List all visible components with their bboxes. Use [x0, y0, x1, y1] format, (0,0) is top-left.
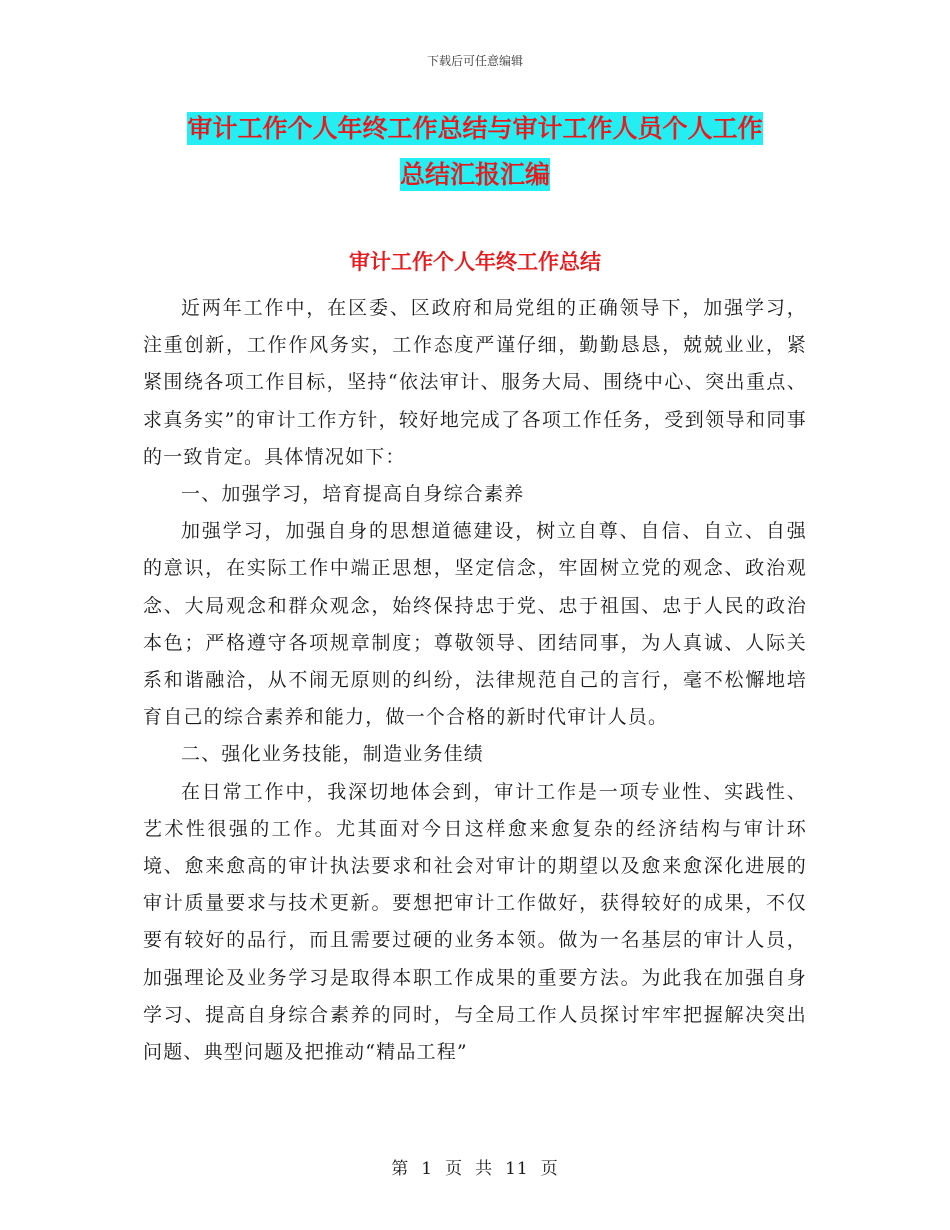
- section-title: 审计工作个人年终工作总结: [349, 250, 601, 274]
- footer-total-pages: 11: [505, 1159, 529, 1179]
- heading-section-2: 二、强化业务技能，制造业务佳绩: [181, 743, 485, 766]
- paragraph-section-1: 加强学习，加强自身的思想道德建设，树立自尊、自信、自立、自强的意识，在实际工作中端正思想，坚定信念，牢固树立党的观念、政治观念、大局观念和群众观念，始终保持忠于党、忠于祖国、忠于人民的政治本色；严格遵守各项规章制度；尊敬领导、团结同事，为人真诚、人际关系和谐融洽，从不闹无原则的纠纷，法律规范自己的言行，毫不松懈地培育自己的综合素养和能力，做一个合格的新时代审计人员。: [143, 520, 807, 729]
- paragraph-section-2: 在日常工作中，我深切地体会到，审计工作是一项专业性、实践性、艺术性很强的工作。尤其面对今日这样愈来愈复杂的经济结构与审计环境、愈来愈高的审计执法要求和社会对审计的期望以及愈来愈深化进展的审计质量要求与技术更新。要想把审计工作做好，获得较好的成果，不仅要有较好的品行，而且需要过硬的业务本领。做为一名基层的审计人员，加强理论及业务学习是取得本职工作成果的重要方法。为此我在加强自身学习、提高自身综合素养的同时，与全局工作人员探讨牢牢把握解决突出问题、典型问题及把推动“精品工程”: [143, 780, 807, 1064]
- footer-prefix: 第: [391, 1159, 410, 1179]
- paragraph-intro: 近两年工作中，在区委、区政府和局党组的正确领导下，加强学习，注重创新，工作作风务实，工作态度严谨仔细，勤勤恳恳，兢兢业业，紧紧围绕各项工作目标，坚持“依法审计、服务大局、围绕中心、突出重点、求真务实”的审计工作方针，较好地完成了各项工作任务，受到领导和同事的一致肯定。具体情况如下：: [143, 297, 807, 468]
- footer-page-label: 页: [445, 1159, 464, 1179]
- page-footer: [0, 1154, 950, 1179]
- heading-section-1: 一、加强学习，培育提高自身综合素养: [181, 483, 525, 506]
- footer-total-label: 共: [475, 1159, 494, 1179]
- footer-suffix: 页: [540, 1159, 559, 1179]
- document-title: [140, 106, 810, 198]
- title-line-2: 总结汇报汇编: [399, 160, 550, 189]
- document-body: [143, 290, 807, 1071]
- header-note: 下载后可任意编辑: [426, 54, 523, 68]
- footer-page-number: 1: [421, 1159, 434, 1179]
- title-line-1: 审计工作个人年终工作总结与审计工作人员个人工作: [187, 114, 763, 143]
